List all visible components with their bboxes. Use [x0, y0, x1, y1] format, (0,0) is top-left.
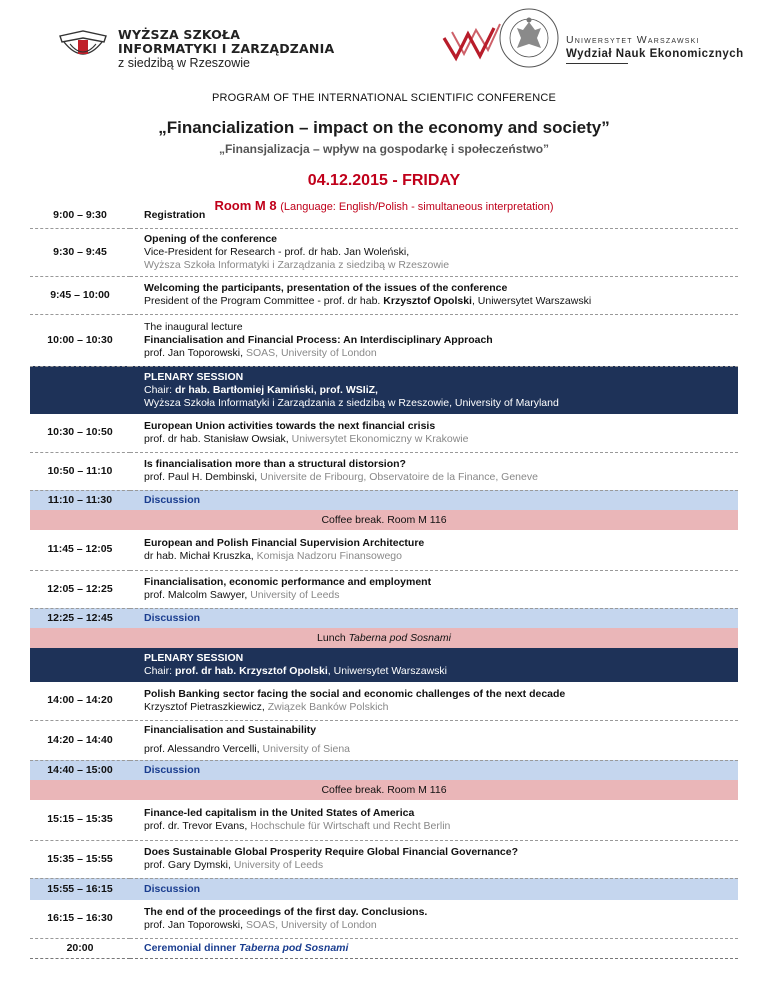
affiliation: University of Siena	[262, 743, 351, 755]
speaker-name: prof. Gary Dymski,	[144, 859, 234, 871]
speaker-name: prof. dr. Trevor Evans,	[144, 819, 251, 832]
schedule-row	[30, 800, 738, 840]
session-title: Discussion	[130, 760, 738, 780]
session-title: European Union activities towards the next financial crisis	[144, 419, 436, 432]
session-title: Ceremonial dinner	[144, 941, 240, 954]
time: 12:05 – 12:25	[30, 570, 130, 608]
time: 9:45 – 10:00	[30, 276, 130, 314]
schedule-row	[30, 530, 738, 570]
speaker-name: prof. Jan Toporowski,	[144, 918, 246, 931]
time: 15:15 – 15:35	[30, 800, 130, 840]
speaker-line	[144, 919, 738, 932]
wsiz-logo	[58, 28, 334, 70]
language-note: (Language: English/Polish - simultaneous interpretation)	[280, 201, 554, 213]
plenary-session-row	[30, 366, 738, 414]
conference-titles	[0, 92, 768, 213]
session-content	[130, 414, 738, 452]
wne-name: Wydział Nauk Ekonomicznych	[566, 48, 744, 60]
logo-underline	[566, 63, 628, 64]
session-content	[130, 276, 738, 314]
schedule-row	[30, 276, 738, 314]
schedule-row	[30, 570, 738, 608]
session-title: Discussion	[130, 878, 738, 900]
schedule-row	[30, 840, 738, 878]
lunch-title: Lunch	[317, 631, 349, 644]
uw-seal-icon	[497, 6, 561, 70]
session-content	[130, 840, 738, 878]
speaker-name: Krzysztof Opolski	[383, 295, 472, 307]
conference-date: 04.12.2015 - FRIDAY	[307, 172, 461, 189]
speaker-name: prof. dr hab. Stanisław Owsiak,	[144, 432, 292, 445]
break-title: Coffee break. Room M 116	[30, 510, 738, 530]
dinner-row	[30, 938, 738, 958]
session-content	[130, 452, 738, 490]
session-title: PLENARY SESSION	[144, 370, 244, 383]
session-content	[130, 938, 738, 958]
time: 20:00	[30, 938, 130, 958]
lecture-label: The inaugural lecture	[144, 320, 243, 333]
affiliation: SOAS, University of London	[245, 918, 377, 931]
speaker-name: prof. Jan Toporowski,	[144, 346, 246, 359]
session-content	[130, 314, 738, 366]
session-title: Polish Banking sector facing the social and economic challenges of the next decade	[144, 687, 566, 700]
session-title: Opening of the conference	[144, 232, 278, 245]
uw-name: Uniwersytet Warszawski	[566, 34, 700, 46]
session-title: Discussion	[130, 608, 738, 628]
session-content	[130, 900, 738, 938]
affiliation: Wyższa Szkoła Informatyki i Zarządzania z siedzibą w Rzeszowie	[144, 258, 450, 271]
title-polish: „Finansjalizacja – wpływ na gospodarkę i społeczeństwo”	[218, 142, 550, 156]
schedule-row	[30, 228, 738, 276]
session-title: Is financialisation more than a structural distorsion?	[144, 458, 406, 470]
speaker-role: President of the Program Committee - prof. dr hab.	[144, 295, 384, 307]
time: 11:10 – 11:30	[30, 490, 130, 510]
session-title: Registration	[130, 204, 738, 228]
schedule-row	[30, 414, 738, 452]
session-content	[130, 800, 738, 840]
time: 9:00 – 9:30	[30, 204, 130, 228]
page-header	[0, 0, 768, 92]
coffee-break-row	[30, 780, 738, 800]
discussion-row	[30, 760, 738, 780]
dinner-place: Taberna pod Sosnami	[239, 941, 349, 954]
schedule-row	[30, 682, 738, 720]
time: 11:45 – 12:05	[30, 530, 130, 570]
speaker-line: Vice-President for Research - prof. dr hab. Jan Woleński,	[144, 245, 410, 258]
time: 15:35 – 15:55	[30, 840, 130, 878]
session-title: Finance-led capitalism in the United States of America	[144, 806, 415, 819]
time: 14:40 – 15:00	[30, 760, 130, 780]
session-content	[130, 648, 738, 682]
speaker-line	[144, 820, 738, 833]
discussion-row	[30, 878, 738, 900]
discussion-row	[30, 490, 738, 510]
affiliation: Uniwersytet Ekonomiczny w Krakowie	[291, 432, 469, 445]
affiliation: Universite de Fribourg, Observatoire de la Finance, Geneve	[260, 471, 538, 483]
speaker-line	[144, 859, 738, 872]
wsiz-crest-icon	[58, 30, 108, 64]
uw-wne-logo	[566, 34, 744, 64]
affiliation: , Uniwersytet Warszawski	[327, 665, 448, 677]
speaker-line	[144, 295, 738, 308]
speaker-line	[144, 589, 738, 602]
program-heading: PROGRAM OF THE INTERNATIONAL SCIENTIFIC CONFERENCE	[211, 92, 557, 104]
session-title: Does Sustainable Global Prosperity Require Global Financial Governance?	[144, 846, 519, 858]
session-title: European and Polish Financial Supervision Architecture	[144, 536, 425, 549]
session-title: Financialisation, economic performance and employment	[144, 576, 432, 588]
session-title: Financialisation and Sustainability	[144, 724, 317, 736]
speaker-name: prof. Paul H. Dembinski,	[144, 471, 261, 483]
speaker-name: prof. Malcolm Sawyer,	[144, 589, 251, 601]
chair-line	[144, 384, 738, 397]
schedule-row	[30, 452, 738, 490]
speaker-line	[144, 743, 738, 756]
time: 16:15 – 16:30	[30, 900, 130, 938]
affiliation: University of Leeds	[233, 859, 324, 871]
title-english: „Financialization – impact on the economy and society”	[158, 118, 610, 137]
time: 15:55 – 16:15	[30, 878, 130, 900]
affiliation: Związek Banków Polskich	[267, 700, 389, 713]
plenary-session-row	[30, 648, 738, 682]
time: 14:20 – 14:40	[30, 720, 130, 760]
time: 10:50 – 11:10	[30, 452, 130, 490]
schedule-row	[30, 900, 738, 938]
affiliation: Hochschule für Wirtschaft und Recht Berlin	[250, 819, 451, 832]
session-title: Discussion	[130, 490, 738, 510]
lunch-place: Taberna pod Sosnami	[348, 631, 451, 644]
speaker-name: Krzysztof Pietraszkiewicz,	[144, 700, 268, 713]
room-name: Room M 8	[214, 198, 277, 213]
session-title: PLENARY SESSION	[144, 652, 244, 664]
speaker-name: prof. Alessandro Vercelli,	[144, 743, 263, 755]
affiliation: University of Leeds	[250, 589, 340, 601]
time: 9:30 – 9:45	[30, 228, 130, 276]
time: 12:25 – 12:45	[30, 608, 130, 628]
speaker-line	[144, 433, 738, 446]
affiliation: , Uniwersytet Warszawski	[471, 295, 592, 307]
affiliation: SOAS, University of London	[245, 346, 377, 359]
schedule-table	[30, 204, 738, 959]
speaker-name: dr hab. Michał Kruszka,	[144, 549, 257, 562]
session-content	[130, 720, 738, 760]
wsiz-name-line1: WYŻSZA SZKOŁA	[118, 27, 241, 42]
chair-name: prof. dr hab. Krzysztof Opolski	[174, 665, 328, 677]
speaker-line	[144, 347, 738, 360]
time: 10:30 – 10:50	[30, 414, 130, 452]
wsiz-name-line3: z siedzibą w Rzeszowie	[118, 56, 250, 70]
session-content	[130, 530, 738, 570]
session-title: The end of the proceedings of the first day. Conclusions.	[144, 905, 428, 918]
speaker-line	[144, 471, 738, 484]
speaker-line	[144, 701, 738, 714]
chair-name: dr hab. Bartłomiej Kamiński, prof. WSIiZ,	[174, 383, 378, 396]
session-title: Financialisation and Financial Process: An Interdisciplinary Approach	[144, 333, 493, 346]
wsiz-name-line2: INFORMATYKI I ZARZĄDZANIA	[118, 41, 335, 56]
session-content	[130, 682, 738, 720]
schedule-row	[30, 720, 738, 760]
chair-label: Chair:	[144, 665, 175, 677]
chair-line	[144, 665, 738, 678]
lunch-row	[30, 628, 738, 648]
time-empty	[30, 366, 130, 414]
session-title: Welcoming the participants, presentation of the issues of the conference	[144, 282, 508, 294]
schedule-row	[30, 314, 738, 366]
time-empty	[30, 648, 130, 682]
chair-label: Chair:	[144, 383, 175, 396]
time: 10:00 – 10:30	[30, 314, 130, 366]
break-title: Coffee break. Room M 116	[30, 780, 738, 800]
session-content	[130, 228, 738, 276]
time: 14:00 – 14:20	[30, 682, 130, 720]
coffee-break-row	[30, 510, 738, 530]
speaker-line	[144, 550, 738, 563]
schedule-row	[30, 204, 738, 228]
session-content	[130, 570, 738, 608]
session-content	[130, 366, 738, 414]
lunch-info	[30, 628, 738, 648]
discussion-row	[30, 608, 738, 628]
affiliation: Komisja Nadzoru Finansowego	[256, 549, 402, 562]
affiliation: Wyższa Szkoła Informatyki i Zarządzania z siedzibą w Rzeszowie, University of Maryland	[144, 396, 559, 409]
